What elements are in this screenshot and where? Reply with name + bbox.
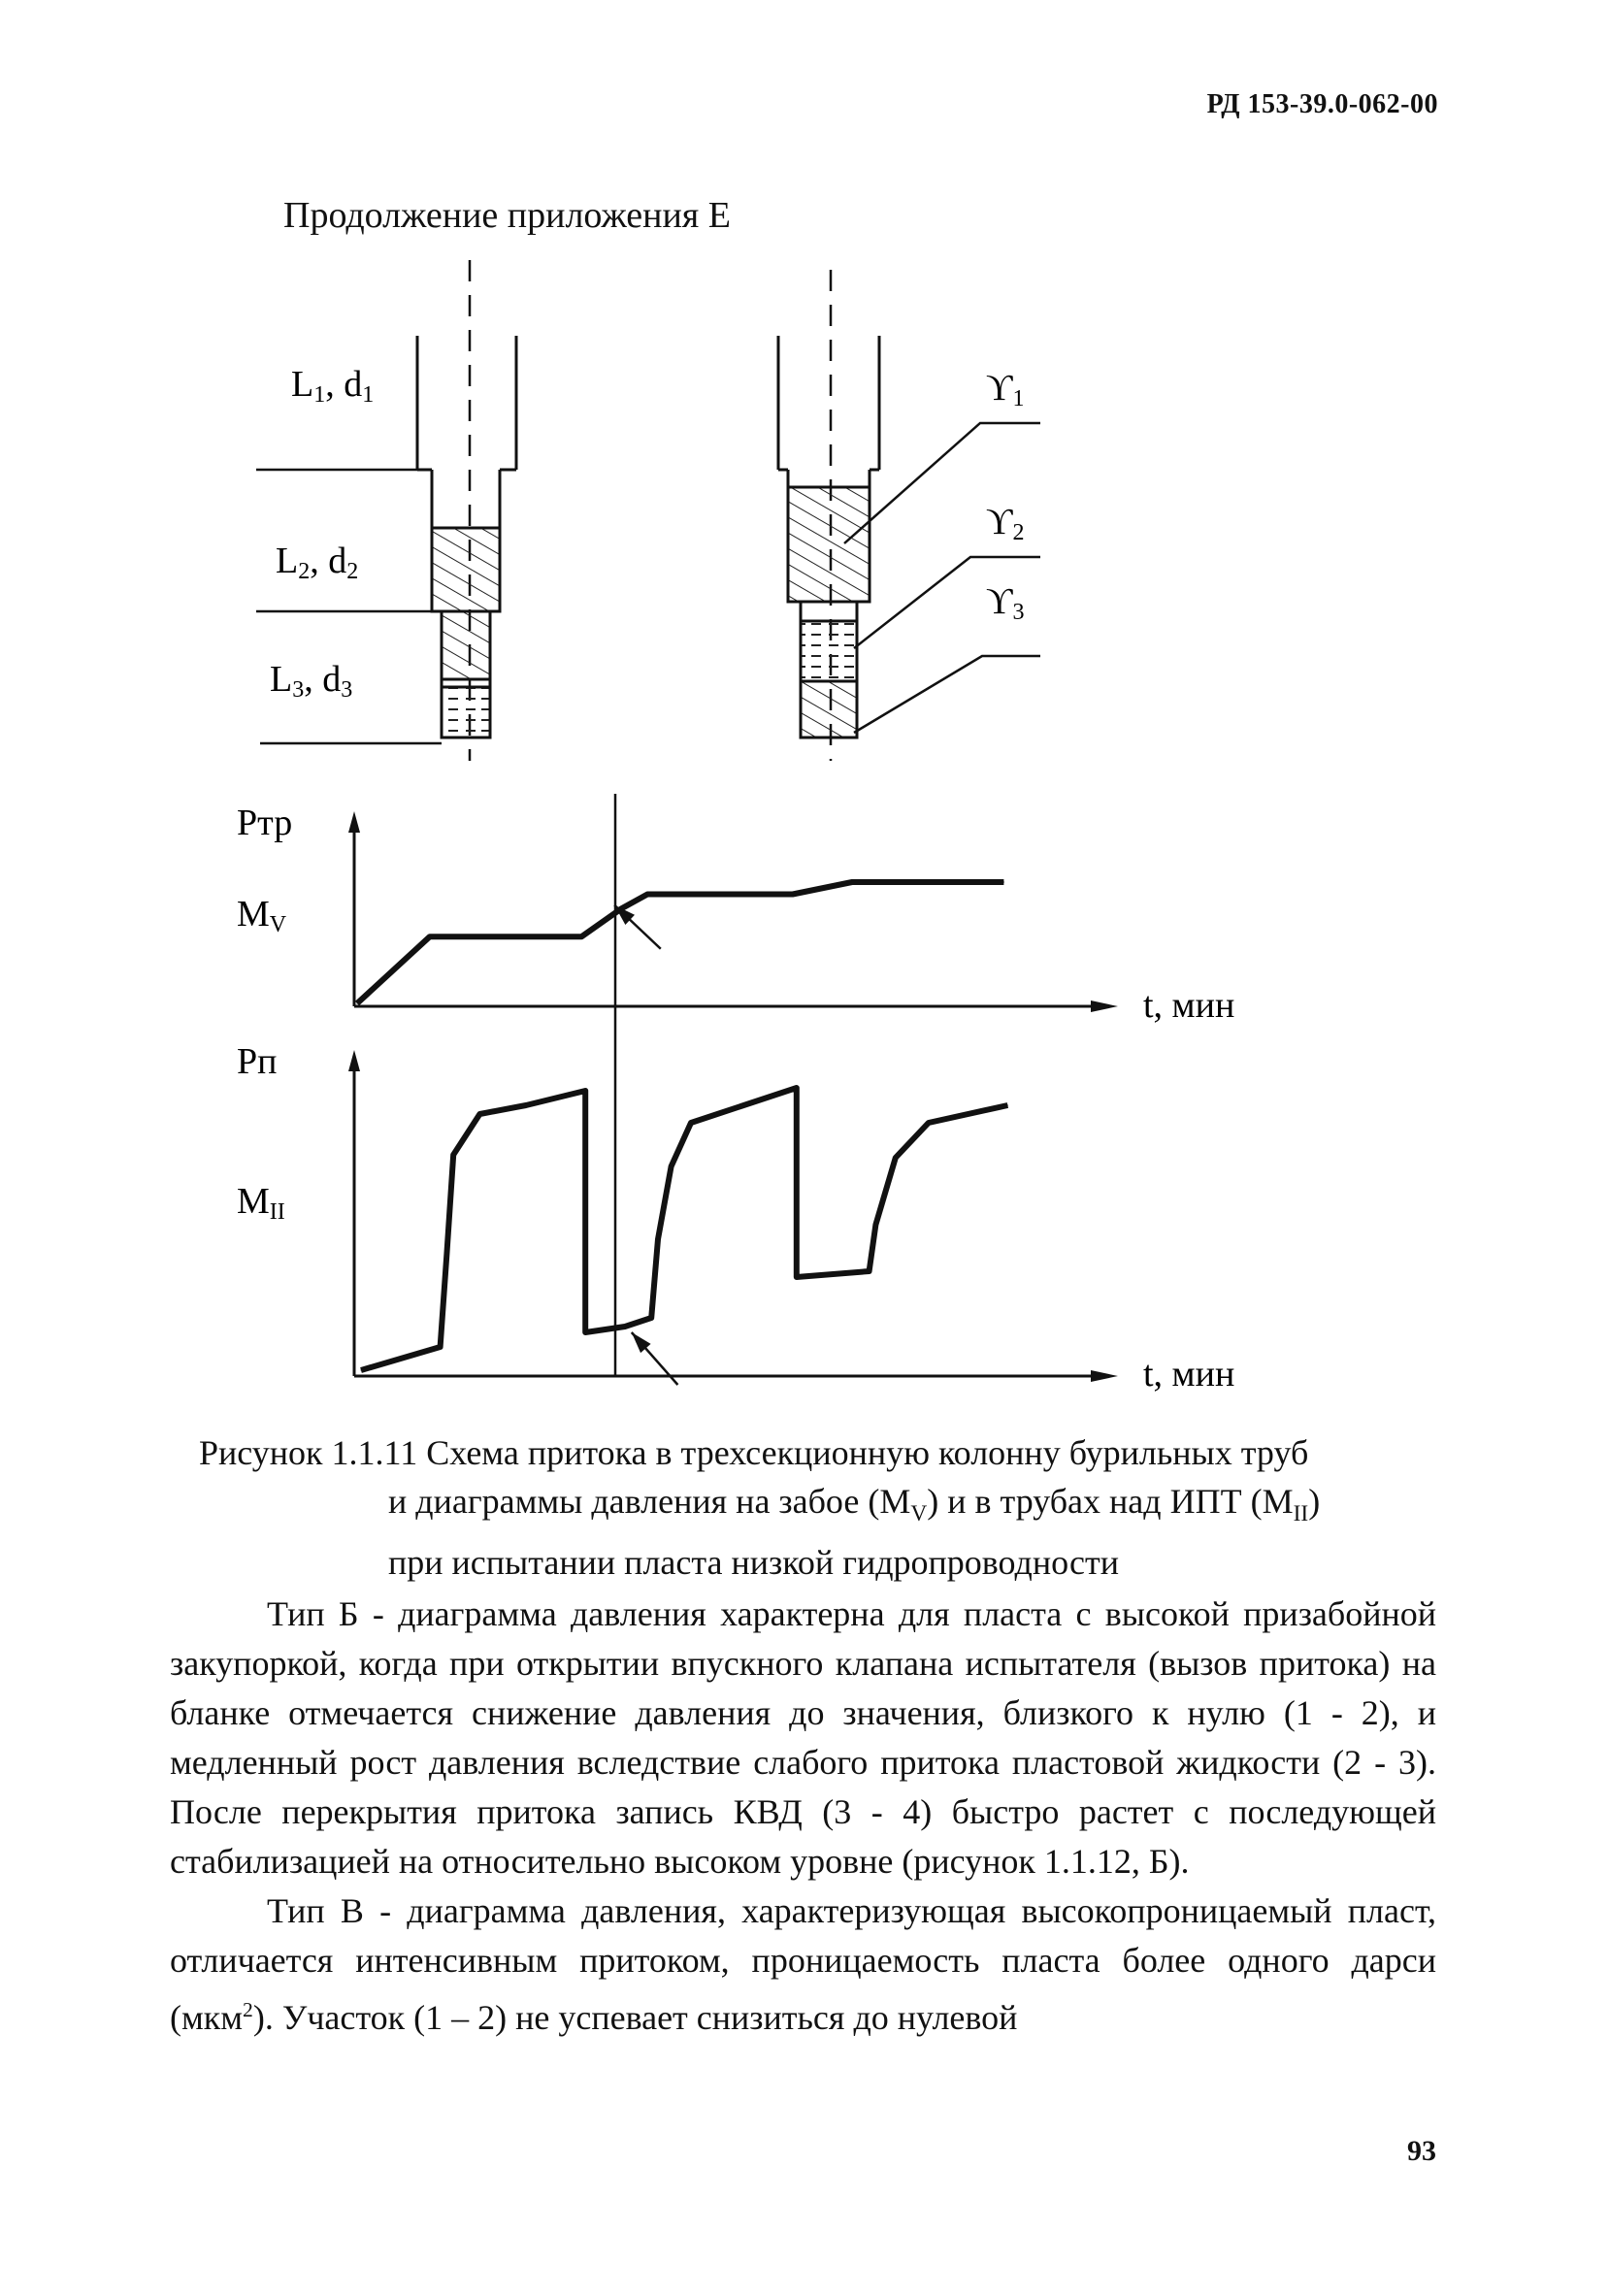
- chart1-point-2: [581, 936, 582, 937]
- chart2-point-8: [625, 1327, 626, 1328]
- chart2-point-1: [440, 1347, 441, 1348]
- chart1-point-4: [647, 894, 648, 895]
- chart2-x-arrowhead: [1091, 1370, 1118, 1382]
- chart1-x-arrowhead: [1091, 1000, 1118, 1012]
- chart2-point-6: [585, 1091, 586, 1092]
- right-hatched-gamma1: [788, 487, 870, 602]
- continuation-heading: Продолжение приложения Е: [283, 195, 731, 236]
- figure-caption: [199, 1428, 1451, 1587]
- chart2-point-9: [651, 1318, 652, 1319]
- chart2-ytick-label: МII: [237, 1181, 285, 1225]
- chart1-point-6: [852, 882, 853, 883]
- chart1-y-arrowhead: [348, 811, 360, 833]
- chart2-ylabel: Рп: [237, 1041, 278, 1082]
- body-text: [170, 1590, 1436, 2043]
- chart2-xlabel: t, мин: [1143, 1354, 1235, 1394]
- caption-line-2: и диаграммы давления на забое $(М_V)$ и в трубах над ИПТ $(М_{II})$: [388, 1482, 1321, 1527]
- chart2-point-17: [875, 1225, 876, 1226]
- chart1-xlabel: t, мин: [1143, 985, 1235, 1026]
- chart2-point-2: [446, 1254, 447, 1255]
- label-gamma1: ϒ1: [986, 368, 1025, 411]
- caption-line-3: при испытании пласта низкой гидропроводности: [388, 1543, 1119, 1583]
- chart1-series-line: [357, 882, 1003, 1003]
- chart1-ylabel: Ртр: [237, 803, 293, 843]
- right-liquid-gamma2: [801, 621, 857, 681]
- left-hatched-fill: [432, 528, 500, 611]
- left-hatched-fill-lower: [442, 611, 490, 679]
- chart2-point-15: [796, 1277, 797, 1278]
- chart2-point-10: [658, 1239, 659, 1240]
- chart1-point-7: [1003, 882, 1004, 883]
- chart2-point-11: [671, 1166, 672, 1167]
- right-hatched-gamma3: [801, 681, 857, 738]
- chart2-point-14: [796, 1088, 797, 1089]
- chart2-series-line: [361, 1088, 1007, 1370]
- label-l3-d3: L3, d3: [270, 659, 353, 703]
- caption-line-1: Рисунок 1.1.11 Схема притока в трехсекционную колонну бурильных труб: [199, 1433, 1309, 1472]
- chart1-point-1: [429, 936, 430, 937]
- paragraph-type-v: Тип В - диаграмма давления, характеризующая высокопроницаемый пласт, отличается интенсивным притоком, проницаемость пласта более одного дарси (мкм$^2$). Участок (1 – 2) не успевает снизиться до нулевой: [170, 1891, 1436, 2037]
- label-gamma3: ϒ3: [986, 581, 1025, 625]
- chart2-point-3: [453, 1155, 454, 1156]
- chart2-point-7: [585, 1332, 586, 1333]
- chart2-point-20: [1007, 1105, 1008, 1106]
- chart1-point-0: [357, 1003, 358, 1004]
- chart2-point-5: [526, 1105, 527, 1106]
- chart1-point-5: [792, 894, 793, 895]
- chart-pipe-pressure: [237, 1041, 1234, 1394]
- chart2-point-18: [895, 1158, 896, 1159]
- chart2-point-0: [361, 1370, 362, 1371]
- chart2-point-12: [691, 1123, 692, 1124]
- chart2-point-13: [743, 1105, 744, 1106]
- chart2-point-4: [479, 1114, 480, 1115]
- document-code: РД 153-39.0-062-00: [1206, 89, 1438, 119]
- page-number: 93: [1407, 2135, 1436, 2167]
- chart1-ytick-label: МV: [237, 894, 287, 937]
- label-gamma2: ϒ2: [986, 502, 1025, 545]
- label-l2-d2: L2, d2: [276, 541, 359, 584]
- label-l1-d1: L1, d1: [291, 364, 375, 408]
- paragraph-type-b: Тип Б - диаграмма давления характерна для пласта с высокой призабойной закупоркой, когда при открытии впускного клапана испытателя (вызов притока) на бланке отмечается снижение давления до значения, близкого к нулю (1 - 2), и медленный рост давления вследствие слабого притока пластовой жидкости (2 - 3). После перекрытия притока запись КВД (3 - 4) быстро растет с последующей стабилизацией на относительно высоком уровне (рисунок 1.1.12, Б).: [170, 1594, 1436, 1881]
- chart2-y-arrowhead: [348, 1050, 360, 1071]
- chart-bottomhole-pressure: [237, 803, 1234, 1026]
- chart2-point-19: [928, 1123, 929, 1124]
- chart2-point-16: [869, 1271, 870, 1272]
